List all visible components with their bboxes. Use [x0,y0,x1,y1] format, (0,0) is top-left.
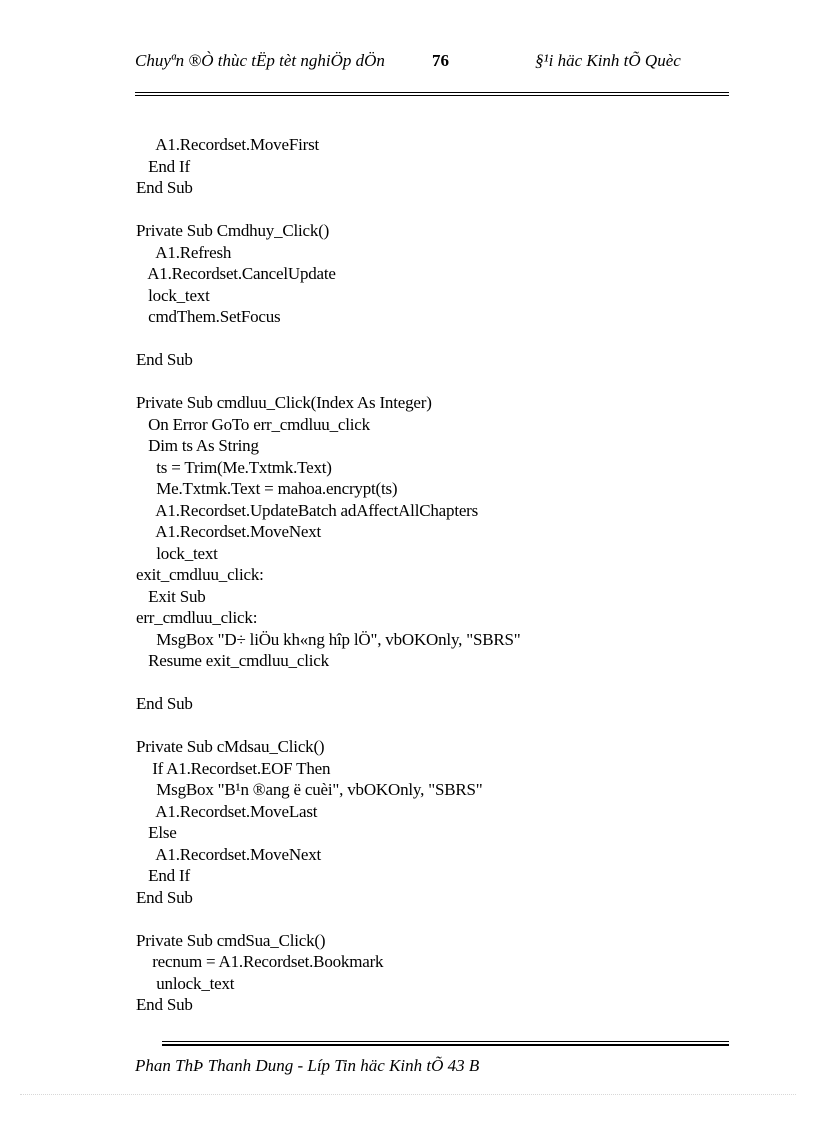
code-line: Dim ts As String [136,436,259,455]
code-line [136,672,736,694]
code-line: End Sub [136,350,193,369]
code-line [136,908,736,930]
code-line [136,199,736,221]
code-line: ts = Trim(Me.Txtmk.Text) [136,457,332,477]
page-header [135,46,729,90]
code-line: lock_text [136,543,218,563]
code-line: A1.Recordset.CancelUpdate [136,264,336,283]
code-line: Else [136,823,177,842]
code-line: End Sub [136,887,193,907]
code-line: A1.Recordset.MoveNext [136,844,322,864]
code-line: A1.Refresh [136,242,232,262]
code-line: Me.Txtmk.Text = mahoa.encrypt(ts) [136,479,398,498]
header-double-rule [135,92,729,96]
code-line: Private Sub cmdluu_Click(Index As Integer) [136,393,432,412]
code-line: End Sub [136,995,193,1014]
code-line: A1.Recordset.MoveNext [136,522,322,541]
code-line [136,715,736,737]
code-line: MsgBox "B¹n ®ang ë cuèi", vbOKOnly, "SBRS" [136,780,483,799]
code-line: End Sub [136,694,193,713]
page-footer: Phan ThÞ Thanh Dung - Líp Tin häc Kinh tÕ 43 B [135,1056,480,1075]
header-university-name: §¹i häc Kinh tÕ Quèc [535,51,681,70]
code-line: A1.Recordset.MoveFirst [136,135,320,154]
page-number: 76 [432,51,449,70]
code-line [136,371,736,393]
code-line: Private Sub cMdsau_Click() [136,737,325,756]
footer-double-rule [162,1041,729,1046]
code-line: Private Sub Cmdhuy_Click() [136,221,330,240]
code-line: A1.Recordset.UpdateBatch adAffectAllChapters [136,500,479,520]
code-line: End Sub [136,178,193,197]
code-line: If A1.Recordset.EOF Then [136,758,331,778]
page-edge-divider [20,1094,796,1095]
code-line: End If [136,866,190,885]
header-document-title: Chuyªn ®Ò thùc tËp tèt nghiÖp dÖn [135,51,385,70]
code-line: Resume exit_cmdluu_click [136,651,329,670]
code-line: unlock_text [136,973,235,993]
code-line: On Error GoTo err_cmdluu_click [136,414,370,434]
code-line: A1.Recordset.MoveLast [136,801,318,821]
code-line: recnum = A1.Recordset.Bookmark [136,952,384,971]
code-line: exit_cmdluu_click: [136,565,264,584]
vb-code-listing [136,134,736,1016]
code-line: lock_text [136,285,210,305]
code-line: Private Sub cmdSua_Click() [136,930,326,950]
code-line [136,328,736,350]
code-line: MsgBox "D÷ liÖu kh«ng hîp lÖ", vbOKOnly, "SBRS" [136,629,521,649]
code-line: End If [136,156,190,176]
code-line: err_cmdluu_click: [136,608,258,627]
code-line: cmdThem.SetFocus [136,307,281,326]
code-line: Exit Sub [136,586,206,606]
